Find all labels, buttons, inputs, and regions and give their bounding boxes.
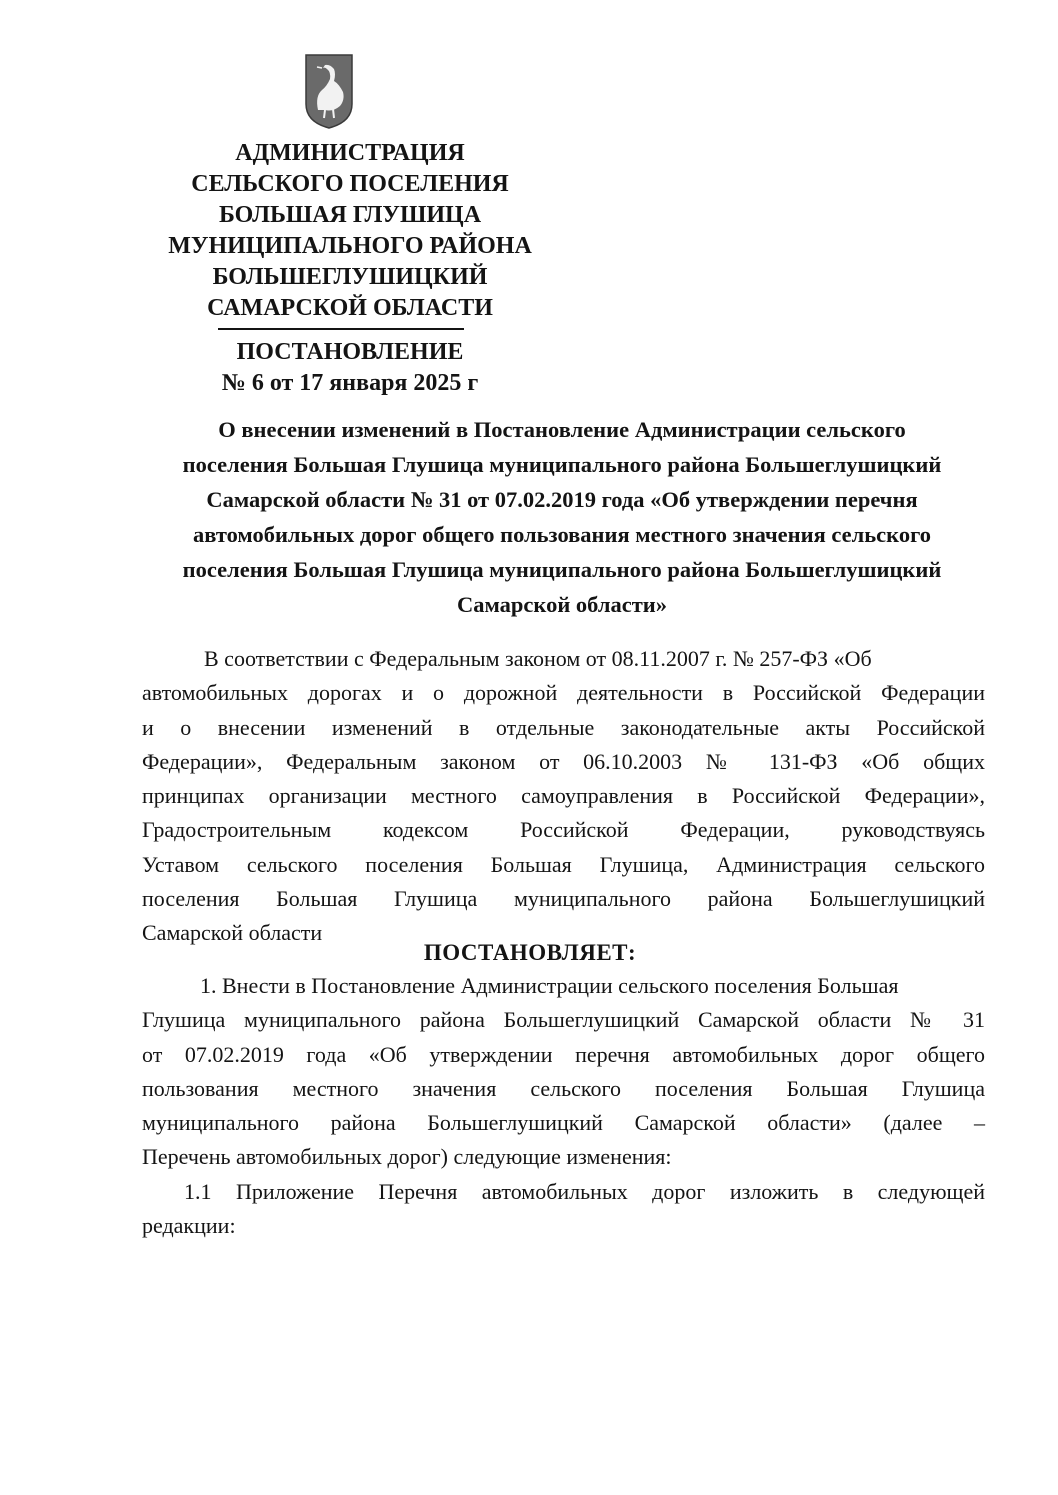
- header-divider: [218, 328, 464, 330]
- item-line: пользования местного значения сельского поселения Большая Глушица: [142, 1075, 985, 1101]
- preamble-line: Уставом сельского поселения Большая Глушица, Администрация сельского: [142, 851, 985, 877]
- title-line: поселения Большая Глушица муниципального района Большеглушицкий: [182, 557, 942, 582]
- item-line: 1. Внести в Постановление Администрации сельского поселения Большая: [200, 973, 899, 998]
- preamble-line: Градостроительным кодексом Российской Федерации, руководствуясь: [142, 817, 985, 843]
- preamble-line: автомобильных дорогах и о дорожной деятельности в Российской Федерации: [142, 680, 985, 706]
- item-line: Перечень автомобильных дорог) следующие изменения:: [142, 1144, 672, 1170]
- issuer-header: [130, 138, 570, 324]
- issuer-line: СЕЛЬСКОГО ПОСЕЛЕНИЯ: [191, 171, 509, 197]
- preamble-line: Самарской области: [142, 920, 323, 946]
- title-line: автомобильных дорог общего пользования местного значения сельского: [193, 522, 931, 547]
- resolution-header: [130, 337, 570, 399]
- document-number: № 6 от 17 января 2025 г: [221, 370, 479, 396]
- item-1-1-line: 1.1 Приложение Перечня автомобильных дорог изложить в следующей: [184, 1178, 985, 1204]
- preamble-paragraph: [142, 642, 985, 951]
- item-line: от 07.02.2019 года «Об утверждении перечня автомобильных дорог общего: [142, 1041, 985, 1067]
- item-line: Глушица муниципального района Большеглушицкий Самарской области № 31: [142, 1007, 985, 1033]
- document-type: ПОСТАНОВЛЕНИЕ: [236, 339, 464, 365]
- issuer-line: МУНИЦИПАЛЬНОГО РАЙОНА: [168, 233, 532, 259]
- item-line: муниципального района Большеглушицкий Самарской области» (далее –: [142, 1110, 985, 1136]
- preamble-line: и о внесении изменений в отдельные законодательные акты Российской: [142, 714, 985, 740]
- issuer-line: САМАРСКОЙ ОБЛАСТИ: [207, 295, 493, 321]
- decree-heading: ПОСТАНОВЛЯЕТ:: [423, 940, 637, 965]
- title-line: поселения Большая Глушица муниципального района Большеглушицкий: [182, 452, 942, 477]
- preamble-line: Федерации», Федеральным законом от 06.10.2003 № 131-ФЗ «Об общих: [142, 748, 985, 774]
- issuer-line: БОЛЬШЕГЛУШИЦКИЙ: [212, 264, 488, 290]
- issuer-line: БОЛЬШАЯ ГЛУШИЦА: [218, 202, 482, 228]
- preamble-line: принципах организации местного самоуправления в Российской Федерации»,: [142, 783, 985, 809]
- preamble-line: поселения Большая Глушица муниципального района Большеглушицкий: [142, 886, 985, 912]
- title-line: Самарской области № 31 от 07.02.2019 года «Об утверждении перечня: [206, 487, 918, 512]
- issuer-line: АДМИНИСТРАЦИЯ: [235, 140, 465, 166]
- document-title: [132, 412, 992, 622]
- preamble-line: В соответствии с Федеральным законом от 08.11.2007 г. № 257-ФЗ «Об: [204, 646, 872, 671]
- title-line: Самарской области»: [457, 592, 667, 617]
- decree-item-1: [142, 969, 985, 1243]
- item-1-1-line: редакции:: [142, 1213, 236, 1239]
- coat-of-arms-bustard-icon: [303, 52, 355, 130]
- title-line: О внесении изменений в Постановление Администрации сельского: [218, 417, 906, 442]
